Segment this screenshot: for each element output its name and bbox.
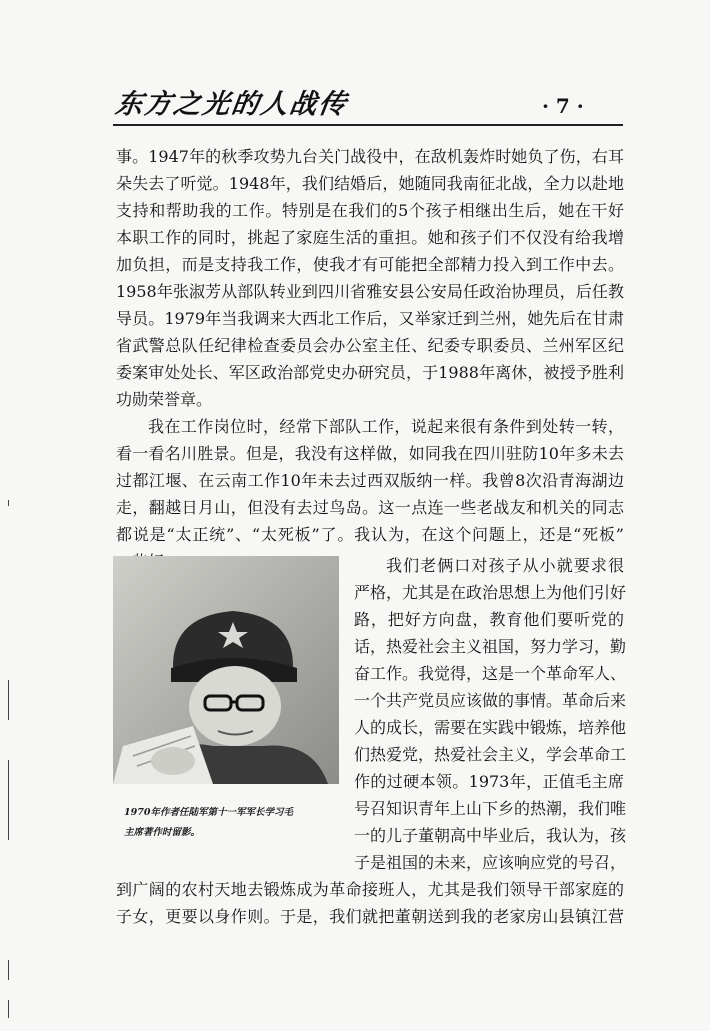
text-line: 们热爱党，热爱社会主义，学会革命工 bbox=[354, 745, 627, 764]
text-line: 本职工作的同时，挑起了家庭生活的重担。她和孩子们不仅没有给我增 bbox=[116, 228, 624, 247]
text-line: 到广阔的农村天地去锻炼成为革命接班人，尤其是我们领导干部家庭的 bbox=[116, 880, 624, 899]
portrait-image bbox=[113, 556, 339, 784]
scan-mark bbox=[8, 1000, 9, 1018]
text-line: 1958年张淑芳从部队转业到四川省雅安县公安局任政治协理员，后任教 bbox=[116, 282, 624, 301]
page-number: · 7 · bbox=[542, 94, 584, 118]
text-line: 奋工作。我觉得，这是一个革命军人、 bbox=[354, 664, 627, 683]
text-line: 一的儿子董朝高中毕业后，我认为，孩 bbox=[354, 826, 627, 845]
text-line: 看一看名川胜景。但是，我没有这样做，如同我在四川驻防10年多未去 bbox=[116, 444, 624, 463]
text-line: 支持和帮助我的工作。特别是在我们的5个孩子相继出生后，她在干好 bbox=[116, 201, 624, 220]
scan-mark bbox=[8, 960, 9, 980]
text-line: 加负担，而是支持我工作，使我才有可能把全部精力投入到工作中去。 bbox=[116, 255, 624, 274]
text-line: 话，热爱社会主义祖国，努力学习，勤 bbox=[354, 637, 627, 656]
text-line: 号召知识青年上山下乡的热潮，我们唯 bbox=[354, 799, 627, 818]
text-line: 人的成长，需要在实践中锻炼，培养他 bbox=[354, 718, 627, 737]
text-line: 作的过硬本领。1973年，正值毛主席 bbox=[354, 772, 624, 791]
text-line: 导员。1979年当我调来大西北工作后，又举家迁到兰州，她先后在甘肃 bbox=[116, 309, 624, 328]
scan-mark bbox=[8, 680, 9, 720]
running-title: 东方之光的人战传 bbox=[113, 89, 350, 120]
text-line: 过都江堰、在云南工作10年未去过西双版纳一样。我曾8次沿青海湖边 bbox=[116, 471, 624, 490]
text-line: 省武警总队任纪律检查委员会办公室主任、纪委专职委员、兰州军区纪 bbox=[116, 336, 624, 355]
scan-mark bbox=[8, 760, 9, 840]
author-photo bbox=[113, 556, 339, 784]
photo-caption: 主席著作时留影。 bbox=[124, 827, 201, 838]
scan-mark bbox=[8, 500, 9, 506]
text-line: 子是祖国的未来，应该响应党的号召， bbox=[354, 853, 627, 872]
header-rule bbox=[113, 124, 623, 126]
text-line: 朵失去了听觉。1948年，我们结婚后，她随同我南征北战，全力以赴地 bbox=[116, 174, 624, 193]
paragraph-start: 我们老俩口对孩子从小就要求很 bbox=[386, 556, 624, 575]
text-line: 走，翻越日月山，但没有去过鸟岛。这一点连一些老战友和机关的同志 bbox=[116, 498, 624, 517]
text-line: 子女，更要以身作则。于是，我们就把董朝送到我的老家房山县镇江营 bbox=[116, 907, 624, 926]
text-line: 严格，尤其是在政治思想上为他们引好 bbox=[354, 583, 627, 602]
photo-caption: 1970年作者任陆军第十一军军长学习毛 bbox=[124, 807, 293, 818]
text-line: 委案审处处长、军区政治部党史办研究员，于1988年离休，被授予胜利 bbox=[116, 363, 624, 382]
text-line: 功勋荣誉章。 bbox=[116, 390, 213, 409]
text-line: 事。1947年的秋季攻势九台关门战役中，在敌机轰炸时她负了伤，右耳 bbox=[116, 147, 624, 166]
text-line: 一个共产党员应该做的事情。革命后来 bbox=[354, 691, 627, 710]
text-line: 都说是“太正统”、“太死板”了。我认为，在这个问题上，还是“死板” bbox=[116, 525, 624, 544]
text-line: 路，把好方向盘，教育他们要听党的 bbox=[354, 610, 624, 629]
paragraph-start: 我在工作岗位时，经常下部队工作，说起来很有条件到处转一转， bbox=[148, 417, 624, 436]
